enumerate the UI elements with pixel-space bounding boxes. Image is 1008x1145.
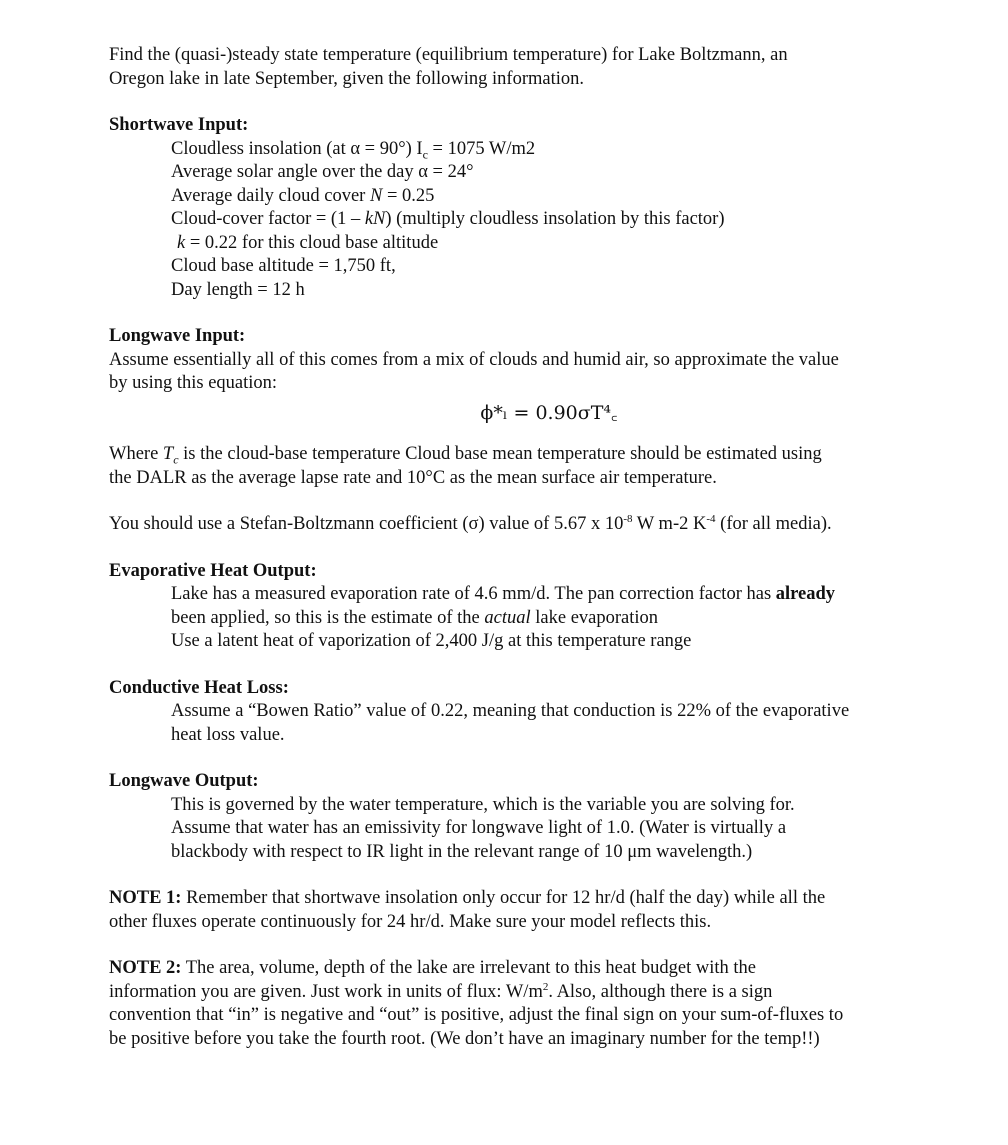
longwave-output-heading: Longwave Output: <box>109 771 259 791</box>
shortwave-line: Cloud base altitude = 1,750 ft, <box>171 256 396 276</box>
conductive-section <box>109 677 909 748</box>
intro-line: Find the (quasi-)steady state temperature (equilibrium temperature) for Lake Boltzmann, an <box>109 45 788 65</box>
note-line: information you are given. Just work in units of flux: $W/m^2$. Also, although there is a sign <box>109 980 773 1002</box>
longwave-output-line: blackbody with respect to IR light in the relevant range of 10 μm wavelength.) <box>171 841 753 862</box>
shortwave-line: Cloud-cover factor = (1 – kN) (multiply cloudless insolation by this factor) <box>171 209 725 229</box>
conductive-line: Assume a “Bowen Ratio” value of 0.22, meaning that conduction is 22% of the evaporative <box>171 701 850 721</box>
note-2 <box>109 957 909 1051</box>
shortwave-section <box>109 114 909 302</box>
longwave-equation: ϕ*ₗ = 0.90σT⁴꜀ <box>480 401 618 424</box>
note-line: be positive before you take the fourth root. (We don’t have an imaginary number for the temp!!) <box>109 1028 820 1049</box>
note-line: other fluxes operate continuously for 24 hr/d. Make sure your model reflects this. <box>109 911 712 932</box>
conductive-list <box>109 700 909 747</box>
note-line: convention that “in” is negative and “out” is positive, adjust the final sign on your sum-of-fluxes to <box>109 1005 844 1025</box>
evaporative-line: been applied, so this is the estimate of the actual lake evaporation <box>171 607 659 628</box>
shortwave-list <box>109 138 909 303</box>
document <box>109 44 909 1051</box>
note-line: NOTE 1: Remember that shortwave insolation only occur for 12 hr/d (half the day) while all the <box>109 888 826 908</box>
longwave-input-line: Assume essentially all of this comes from a mix of clouds and humid air, so approximate the value <box>109 349 839 370</box>
where-line: Where $T_c$ is the cloud-base temperature Cloud base mean temperature should be estimated using <box>109 444 822 467</box>
note-1 <box>109 887 909 934</box>
longwave-output-line: This is governed by the water temperature, which is the variable you are solving for. <box>171 794 795 815</box>
shortwave-line: Day length = 12 h <box>171 279 305 300</box>
where-line: the DALR as the average lapse rate and 10°C as the mean surface air temperature. <box>109 467 717 488</box>
shortwave-line: Average solar angle over the day α = 24° <box>171 162 474 182</box>
shortwave-line: k = 0.22 for this cloud base altitude <box>177 232 439 253</box>
longwave-input-section <box>109 325 909 537</box>
intro-line: Oregon lake in late September, given the following information. <box>109 68 584 89</box>
longwave-output-line: Assume that water has an emissivity for longwave light of 1.0. (Water is virtually a <box>171 818 787 838</box>
longwave-output-list <box>109 794 909 865</box>
shortwave-line: Average daily cloud cover N = 0.25 <box>171 185 435 206</box>
note-line: NOTE 2: The area, volume, depth of the lake are irrelevant to this heat budget with the <box>109 958 756 978</box>
evaporative-heading: Evaporative Heat Output: <box>109 560 317 581</box>
stefan-boltzmann-line: You should use a Stefan-Boltzmann coefficient (σ) value of 5.67 x $10^{-8}$ W m-2 $K^{-4}$ (for all media). <box>109 512 832 534</box>
shortwave-heading: Shortwave Input: <box>109 115 249 135</box>
longwave-input-line: by using this equation: <box>109 373 278 393</box>
conductive-heading: Conductive Heat Loss: <box>109 677 289 698</box>
evaporative-line: Lake has a measured evaporation rate of 4.6 mm/d. The pan correction factor has already <box>171 584 836 604</box>
conductive-line: heat loss value. <box>171 724 285 745</box>
shortwave-line: Cloudless insolation (at α = 90°) $I_c = 1075$ W/m2 <box>171 138 536 162</box>
evaporative-list <box>109 583 909 654</box>
evaporative-line: Use a latent heat of vaporization of 2,400 J/g at this temperature range <box>171 631 692 651</box>
longwave-output-section <box>109 770 909 864</box>
evaporative-section <box>109 560 909 654</box>
intro-paragraph <box>109 44 909 91</box>
longwave-input-heading: Longwave Input: <box>109 326 246 346</box>
